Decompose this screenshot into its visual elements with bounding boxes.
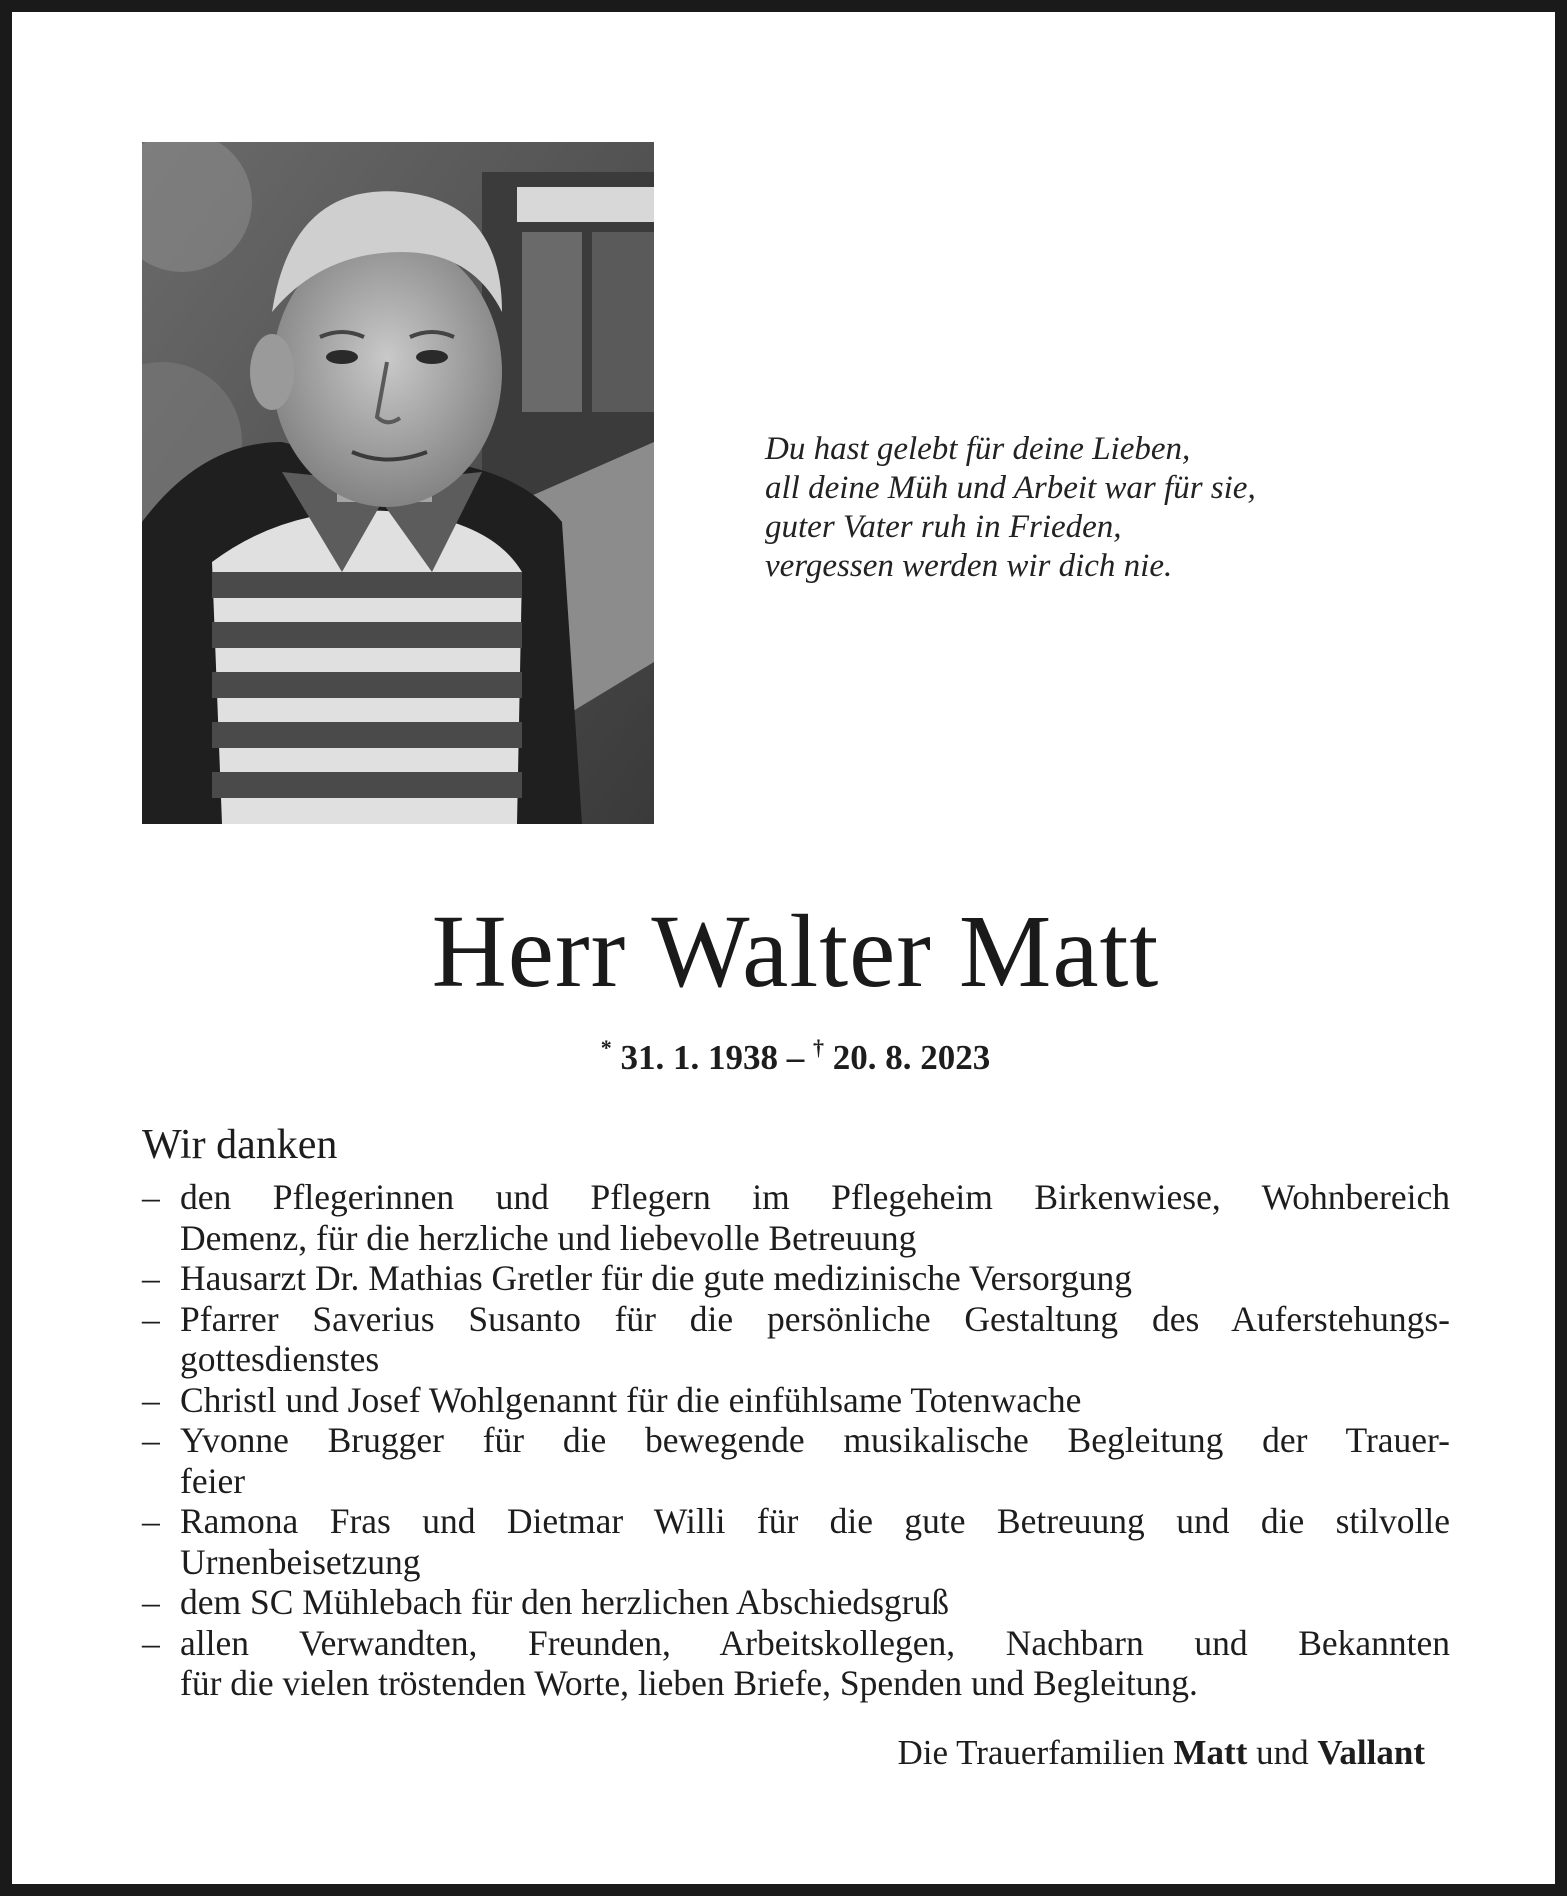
dash-bullet: –: [142, 1501, 160, 1541]
dash-bullet: –: [142, 1177, 160, 1217]
portrait-photo: [142, 142, 654, 824]
thanks-item: [142, 1177, 1450, 1258]
thanks-item-line: Ramona Fras und Dietmar Willi für die gute Betreuung und die stilvolle: [180, 1501, 1450, 1541]
date-separator: –: [786, 1038, 805, 1077]
signature-prefix: Die Trauerfamilien: [897, 1733, 1165, 1772]
thanks-item-line: Christl und Josef Wohlgenannt für die einfühlsame Totenwache: [180, 1379, 1082, 1420]
deceased-name: Herr Walter Matt: [431, 894, 1160, 1009]
dash-bullet: –: [142, 1582, 160, 1622]
thanks-item-line: den Pflegerinnen und Pflegern im Pflegeheim Birkenwiese, Wohnbereich: [180, 1177, 1450, 1217]
life-dates: [12, 1027, 1567, 1079]
signature: [897, 1732, 1425, 1774]
thanks-item-line: feier: [180, 1460, 246, 1501]
dash-bullet: –: [142, 1420, 160, 1460]
dash-bullet: –: [142, 1258, 160, 1298]
thanks-item: [142, 1420, 1450, 1501]
thanks-item-line: dem SC Mühlebach für den herzlichen Abschiedsgruß: [180, 1582, 949, 1622]
verse-line: vergessen werden wir dich nie.: [765, 548, 1173, 584]
thanks-item-line: allen Verwandten, Freunden, Arbeitskollegen, Nachbarn und Bekannten: [180, 1622, 1450, 1663]
birth-date: 31. 1. 1938: [620, 1038, 778, 1077]
verse-line: Du hast gelebt für deine Lieben,: [765, 431, 1191, 467]
dash-bullet: –: [142, 1622, 160, 1663]
death-date: 20. 8. 2023: [832, 1038, 991, 1077]
dash-bullet: –: [142, 1379, 160, 1420]
thanks-item-line: gottesdienstes: [180, 1339, 380, 1379]
signature-conjunction: und: [1256, 1733, 1309, 1772]
thanks-item-line: Pfarrer Saverius Susanto für die persönliche Gestaltung des Auferstehungs-: [180, 1298, 1450, 1339]
thanks-item: [142, 1258, 1450, 1299]
memorial-verse: [765, 430, 1465, 586]
family-name-1: Matt: [1173, 1733, 1248, 1772]
dash-bullet: –: [142, 1298, 160, 1339]
thanks-item: [142, 1299, 1450, 1380]
thanks-heading: Wir danken: [142, 1122, 338, 1168]
thanks-item: [142, 1582, 1450, 1623]
verse-line: all deine Müh und Arbeit war für sie,: [765, 470, 1256, 506]
thanks-item-line: Urnenbeisetzung: [180, 1541, 421, 1582]
thanks-item-line: Yvonne Brugger für die bewegende musikalische Begleitung der Trauer-: [180, 1420, 1450, 1460]
thanks-item: [142, 1623, 1450, 1704]
death-symbol: †: [813, 1035, 824, 1060]
birth-symbol: *: [600, 1035, 612, 1060]
thanks-item: [142, 1501, 1450, 1582]
thanks-item: [142, 1380, 1450, 1421]
thanks-item-line: Demenz, für die herzliche und liebevolle Betreuung: [180, 1217, 917, 1258]
portrait-image: [142, 142, 654, 824]
thanks-item-line: für die vielen tröstenden Worte, lieben Briefe, Spenden und Begleitung.: [180, 1663, 1198, 1703]
family-name-2: Vallant: [1317, 1733, 1425, 1772]
thanks-list: [142, 1177, 1450, 1704]
verse-line: guter Vater ruh in Frieden,: [765, 509, 1122, 545]
thanks-item-line: Hausarzt Dr. Mathias Gretler für die gute medizinische Versorgung: [180, 1258, 1132, 1298]
